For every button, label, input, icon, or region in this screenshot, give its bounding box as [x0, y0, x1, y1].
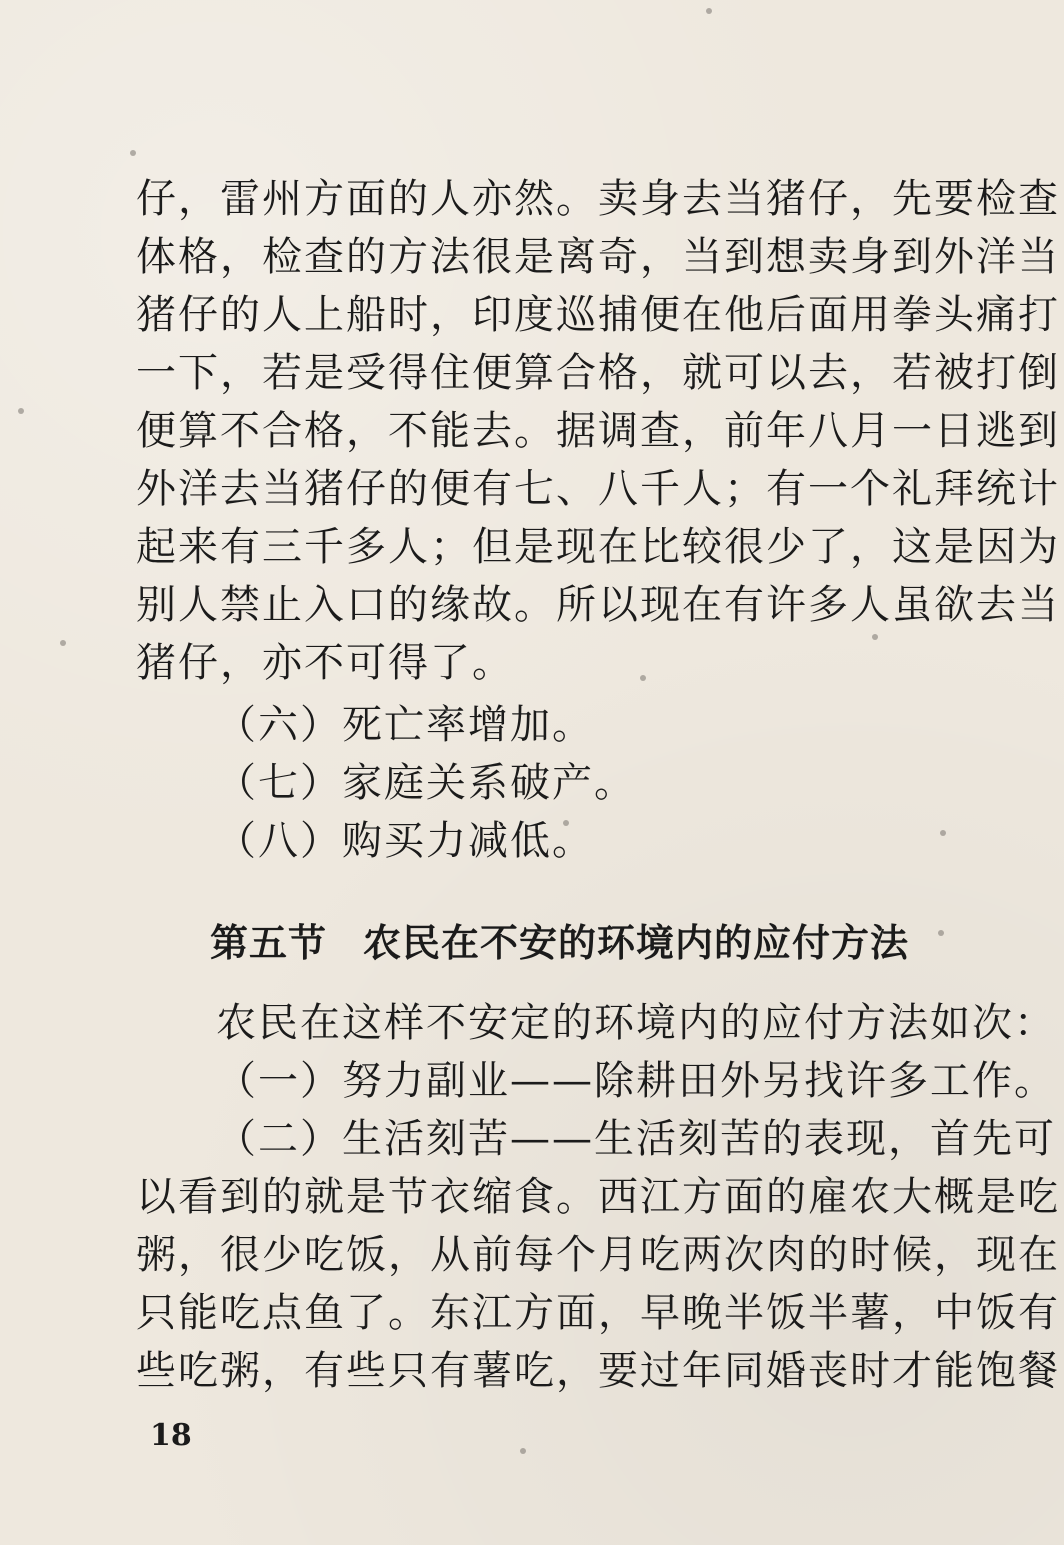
text-line: 些吃粥，有些只有薯吃，要过年同婚丧时才能饱餐 [136, 1348, 1060, 1394]
paper-speck [130, 150, 136, 156]
list-item: （一）努力副业——除耕田外另找许多工作。 [216, 1058, 1056, 1104]
section-number: 第五节 [210, 921, 328, 965]
paper-speck [940, 830, 946, 836]
paper-speck [938, 930, 944, 936]
list-item: （八）购买力减低。 [216, 818, 594, 864]
list-item: （六）死亡率增加。 [216, 702, 594, 748]
paper-speck [520, 1448, 526, 1454]
list-item: （二）生活刻苦——生活刻苦的表现，首先可 [216, 1116, 1056, 1162]
text-line: 别人禁止入口的缘故。所以现在有许多人虽欲去当 [136, 582, 1060, 628]
list-item: （七）家庭关系破产。 [216, 760, 636, 806]
text-line: 便算不合格，不能去。据调查，前年八月一日逃到 [136, 408, 1060, 454]
text-line: 外洋去当猪仔的便有七、八千人；有一个礼拜统计 [136, 466, 1060, 512]
text-line: 起来有三千多人；但是现在比较很少了，这是因为 [136, 524, 1060, 570]
intro-line: 农民在这样不安定的环境内的应付方法如次： [216, 1000, 1056, 1046]
paper-speck [60, 640, 66, 646]
body-paragraph [136, 170, 1060, 692]
text-line: 猪仔，亦不可得了。 [136, 640, 514, 686]
paper-speck [706, 8, 712, 14]
section-title: 农民在不安的环境内的应付方法 [363, 921, 910, 965]
text-line: 以看到的就是节衣缩食。西江方面的雇农大概是吃 [136, 1174, 1060, 1220]
numbered-list [136, 696, 936, 870]
text-line: 粥，很少吃饭，从前每个月吃两次肉的时候，现在 [136, 1232, 1060, 1278]
text-line: 仔，雷州方面的人亦然。卖身去当猪仔，先要检查 [136, 176, 1060, 222]
page-number: 18 [150, 1418, 192, 1453]
paper-speck [18, 408, 24, 414]
text-line: 体格，检查的方法很是离奇，当到想卖身到外洋当 [136, 234, 1060, 280]
section-heading [210, 912, 910, 967]
text-line: 一下，若是受得住便算合格，就可以去，若被打倒 [136, 350, 1060, 396]
text-line: 猪仔的人上船时，印度巡捕便在他后面用拳头痛打 [136, 292, 1060, 338]
section-body [136, 994, 1060, 1400]
text-line: 只能吃点鱼了。东江方面，早晚半饭半薯，中饭有 [136, 1290, 1060, 1336]
